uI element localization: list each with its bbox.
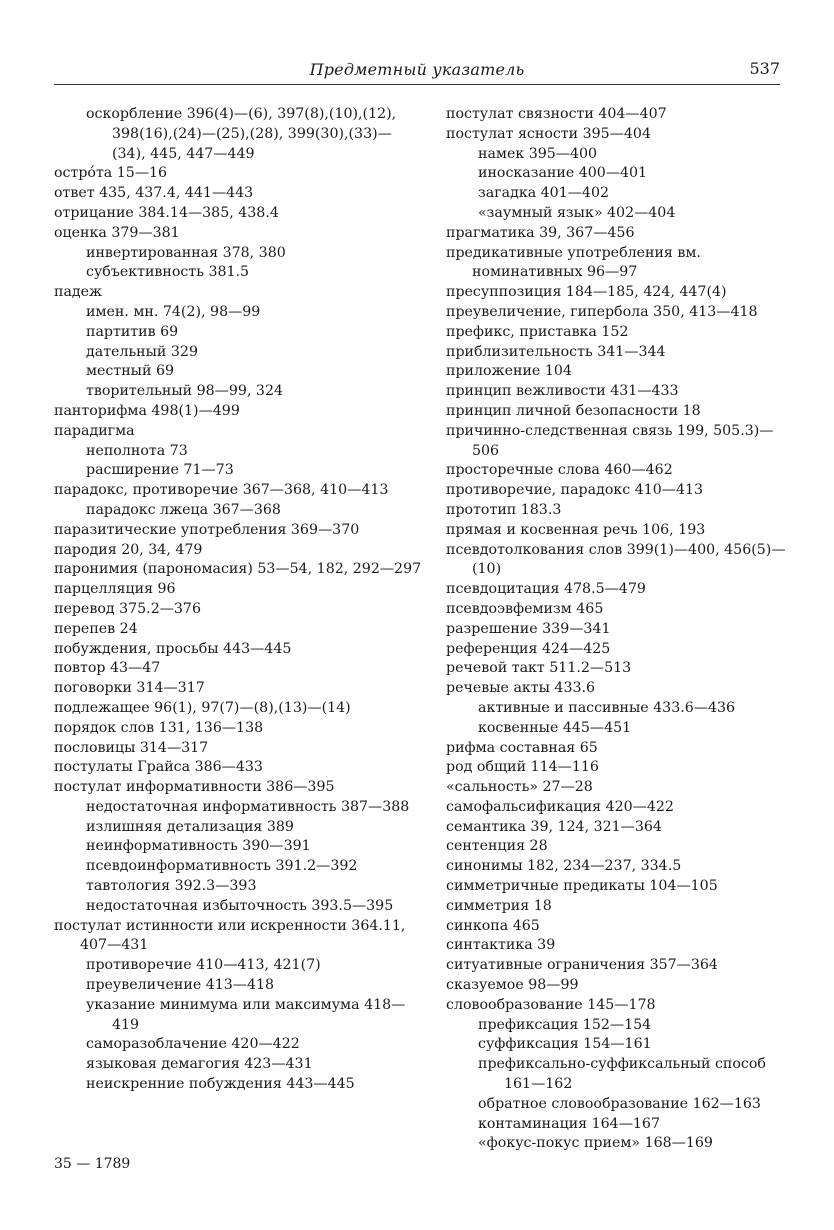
index-entry: парцелляция 96 bbox=[54, 581, 176, 598]
index-entry: побуждения, просьбы 443—445 bbox=[54, 640, 292, 657]
index-entry: порядок слов 131, 136—138 bbox=[54, 719, 264, 736]
index-entry: недостаточная избыточность 393.5—395 bbox=[86, 897, 394, 914]
index-entry: имен. мн. 74(2), 98—99 bbox=[86, 303, 261, 320]
index-entry: «заумный язык» 402—404 bbox=[478, 204, 676, 221]
index-entry: активные и пассивные 433.6—436 bbox=[478, 699, 736, 716]
index-entry: постулаты Грайса 386—433 bbox=[54, 759, 263, 776]
index-entry: род общий 114—116 bbox=[446, 759, 599, 776]
index-entry: обратное словообразование 162—163 bbox=[478, 1095, 761, 1112]
index-entry: суффиксация 154—161 bbox=[478, 1036, 652, 1053]
index-entry: принцип личной безопасности 18 bbox=[446, 402, 701, 419]
index-entry: расширение 71—73 bbox=[86, 462, 234, 479]
index-entry: неискренние побуждения 443—445 bbox=[86, 1076, 355, 1093]
index-entry: загадка 401—402 bbox=[478, 185, 610, 202]
index-entry: недостаточная информативность 387—388 bbox=[86, 798, 410, 815]
index-entry: речевые акты 433.6 bbox=[446, 680, 596, 697]
index-entry: приложение 104 bbox=[446, 363, 572, 380]
header-title: Предметный указатель bbox=[309, 60, 525, 79]
index-entry: словообразование 145—178 bbox=[446, 996, 656, 1013]
index-entry: оценка 379—381 bbox=[54, 224, 180, 241]
index-entry: повтор 43—47 bbox=[54, 660, 161, 677]
index-entry: намек 395—400 bbox=[478, 145, 598, 162]
index-entry: ответ 435, 437.4, 441—443 bbox=[54, 185, 254, 202]
index-entry: речевой такт 511.2—513 bbox=[446, 660, 632, 677]
index-entry: отрицание 384.14—385, 438.4 bbox=[54, 204, 279, 221]
index-entry: парадокс лжеца 367—368 bbox=[86, 501, 281, 518]
index-entry: неинформативность 390—391 bbox=[86, 838, 311, 855]
index-entry: «фокус-покус прием» 168—169 bbox=[478, 1135, 713, 1152]
index-entry: сказуемое 98—99 bbox=[446, 977, 579, 994]
index-entry: противоречие, парадокс 410—413 bbox=[446, 482, 704, 499]
index-entry: самофальсификация 420—422 bbox=[446, 798, 674, 815]
index-entry: прагматика 39, 367—456 bbox=[446, 224, 635, 241]
index-entry: синтактика 39 bbox=[446, 937, 556, 954]
index-entry: излишняя детализация 389 bbox=[86, 818, 294, 835]
running-header bbox=[54, 58, 780, 85]
index-entry: псевдоинформативность 391.2—392 bbox=[86, 858, 358, 875]
index-entry: синонимы 182, 234—237, 334.5 bbox=[446, 858, 682, 875]
index-entry: подлежащее 96(1), 97(7)—(8),(13)—(14) bbox=[54, 699, 351, 716]
index-entry: симметричные предикаты 104—105 bbox=[446, 878, 718, 895]
index-entry: ситуативные ограничения 357—364 bbox=[446, 957, 718, 974]
index-entry: поговорки 314—317 bbox=[54, 680, 205, 697]
index-entry: паразитические употребления 369—370 bbox=[54, 521, 360, 538]
index-entry: принцип вежливости 431—433 bbox=[446, 383, 679, 400]
index-entry: преувеличение, гипербола 350, 413—418 bbox=[446, 303, 758, 320]
printer-signature: 35 — 1789 bbox=[54, 1156, 131, 1172]
index-entry: падеж bbox=[54, 284, 103, 301]
index-entry: псевдоэвфемизм 465 bbox=[446, 600, 604, 617]
index-column-left bbox=[54, 105, 424, 1095]
index-entry: постулат связности 404—407 bbox=[446, 106, 667, 122]
index-entry: просторечные слова 460—462 bbox=[446, 462, 673, 479]
index-entry: префиксация 152—154 bbox=[478, 1016, 652, 1033]
index-entry: префиксально-суффиксальный способ 161—162 bbox=[478, 1056, 766, 1093]
index-entry: перепев 24 bbox=[54, 620, 138, 637]
index-entry: местный 69 bbox=[86, 363, 174, 380]
index-entry: паронимия (парономасия) 53—54, 182, 292—297 bbox=[54, 561, 422, 578]
index-entry: семантика 39, 124, 321—364 bbox=[446, 818, 662, 835]
index-entry: косвенные 445—451 bbox=[478, 719, 632, 736]
index-entry: преувеличение 413—418 bbox=[86, 977, 275, 994]
index-entry: префикс, приставка 152 bbox=[446, 323, 629, 340]
index-entry: субъективность 381.5 bbox=[86, 264, 250, 281]
index-entry: парадигма bbox=[54, 422, 135, 439]
index-entry: рифма составная 65 bbox=[446, 739, 598, 756]
index-entry: пародия 20, 34, 479 bbox=[54, 541, 203, 558]
index-entry: симметрия 18 bbox=[446, 897, 552, 914]
index-entry: постулат информативности 386—395 bbox=[54, 779, 335, 796]
index-entry: постулат истинности или искренности 364.11, 407—431 bbox=[54, 917, 406, 954]
index-entry: острóта 15—16 bbox=[54, 165, 168, 182]
index-entry: тавтология 392.3—393 bbox=[86, 878, 257, 895]
index-entry: псевдотолкования слов 399(1)—400, 456(5)—(10) bbox=[446, 541, 786, 578]
index-entry: пресуппозиция 184—185, 424, 447(4) bbox=[446, 284, 727, 301]
index-entry: партитив 69 bbox=[86, 323, 179, 340]
index-entry: референция 424—425 bbox=[446, 640, 611, 657]
index-column-right bbox=[446, 105, 791, 1154]
index-entry: парадокс, противоречие 367—368, 410—413 bbox=[54, 482, 389, 499]
index-entry: перевод 375.2—376 bbox=[54, 600, 201, 617]
index-entry: синкопа 465 bbox=[446, 917, 540, 934]
index-entry: «сальность» 27—28 bbox=[446, 779, 593, 796]
index-entry: саморазоблачение 420—422 bbox=[86, 1036, 300, 1053]
index-entry: постулат ясности 395—404 bbox=[446, 125, 651, 142]
index-entry: псевдоцитация 478.5—479 bbox=[446, 581, 646, 598]
index-entry: языковая демагогия 423—431 bbox=[86, 1056, 313, 1073]
index-entry: прямая и косвенная речь 106, 193 bbox=[446, 521, 706, 538]
index-entry: дательный 329 bbox=[86, 343, 198, 360]
index-entry: приблизительность 341—344 bbox=[446, 343, 666, 360]
index-entry: разрешение 339—341 bbox=[446, 620, 611, 637]
index-entry: иносказание 400—401 bbox=[478, 165, 648, 182]
page-number: 537 bbox=[749, 59, 780, 78]
index-entry: творительный 98—99, 324 bbox=[86, 383, 284, 400]
index-entry: предикативные употребления вм. номинативных 96—97 bbox=[446, 244, 701, 281]
index-entry: панторифма 498(1)—499 bbox=[54, 402, 240, 419]
index-entry: противоречие 410—413, 421(7) bbox=[86, 957, 321, 974]
index-entry: контаминация 164—167 bbox=[478, 1115, 660, 1132]
index-entry: причинно-следственная связь 199, 505.3)—506 bbox=[446, 422, 774, 459]
index-entry: оскорбление 396(4)—(6), 397(8),(10),(12), 398(16),(24)—(25),(28), 399(30),(33)—(34), 445, 447—449 bbox=[86, 106, 397, 162]
index-entry: неполнота 73 bbox=[86, 442, 188, 459]
index-entry: инвертированная 378, 380 bbox=[86, 244, 286, 261]
index-entry: пословицы 314—317 bbox=[54, 739, 209, 756]
index-entry: указание минимума или максимума 418—419 bbox=[86, 996, 406, 1033]
index-entry: сентенция 28 bbox=[446, 838, 548, 855]
index-entry: прототип 183.3 bbox=[446, 501, 562, 518]
